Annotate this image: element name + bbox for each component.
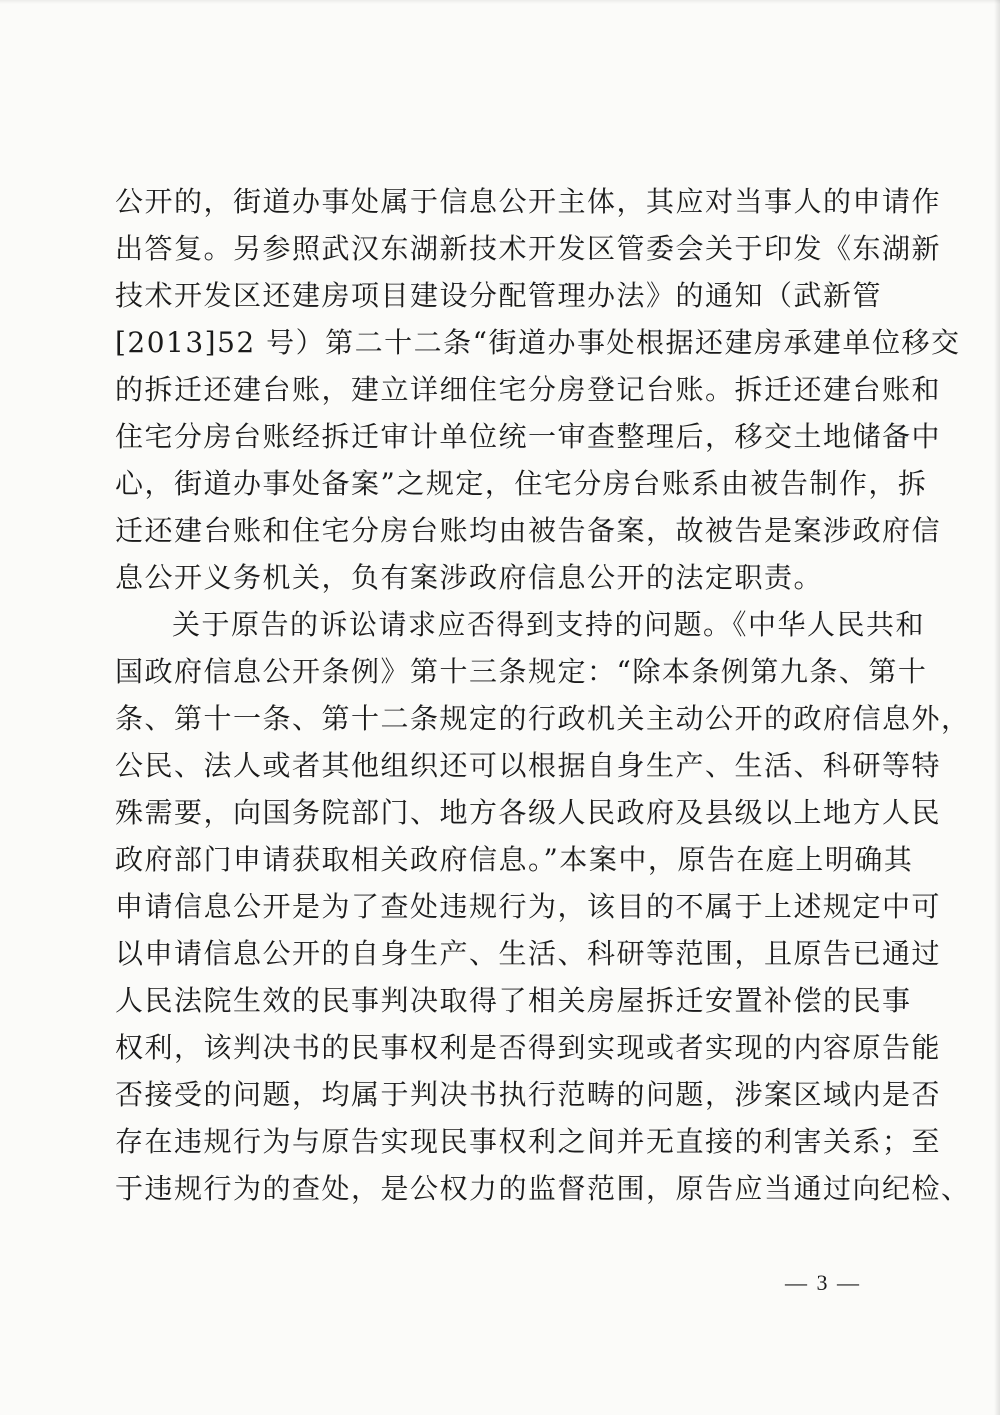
text-line-1: 公开的，街道办事处属于信息公开主体，其应对当事人的申请作 (115, 185, 942, 218)
text-line-13: 公民、法人或者其他组织还可以根据自身生产、生活、科研等特 (115, 749, 942, 782)
scan-edge-right (994, 0, 1000, 1415)
text-line-21: 存在违规行为与原告实现民事权利之间并无直接的利害关系；至 (115, 1125, 942, 1158)
text-line-8: 迁还建台账和住宅分房台账均由被告备案，故被告是案涉政府信 (115, 514, 942, 547)
text-line-16: 申请信息公开是为了查处违规行为，该目的不属于上述规定中可 (115, 890, 942, 923)
text-line-14: 殊需要，向国务院部门、地方各级人民政府及县级以上地方人民 (115, 796, 942, 829)
text-line-4: [2013]52 号）第二十二条“街道办事处根据还建房承建单位移交 (115, 326, 961, 359)
scan-edge-top (0, 0, 1000, 4)
text-line-15: 政府部门申请获取相关政府信息。”本案中，原告在庭上明确其 (115, 843, 914, 876)
text-line-7: 心，街道办事处备案”之规定，住宅分房台账系由被告制作，拆 (115, 467, 928, 500)
body-text (115, 178, 971, 1212)
text-line-10: 关于原告的诉讼请求应否得到支持的问题。《中华人民共和 (172, 608, 926, 641)
text-line-20: 否接受的问题，均属于判决书执行范畴的问题，涉案区域内是否 (115, 1078, 942, 1111)
text-line-9: 息公开义务机关，负有案涉政府信息公开的法定职责。 (115, 561, 824, 594)
text-line-3: 技术开发区还建房项目建设分配管理办法》的通知（武新管 (115, 279, 883, 312)
page-number: — 3 — (785, 1270, 861, 1295)
text-line-5: 的拆迁还建台账，建立详细住宅分房登记台账。拆迁还建台账和 (115, 373, 942, 406)
text-line-6: 住宅分房台账经拆迁审计单位统一审查整理后，移交土地储备中 (115, 420, 942, 453)
text-line-2: 出答复。另参照武汉东湖新技术开发区管委会关于印发《东湖新 (115, 232, 942, 265)
text-line-18: 人民法院生效的民事判决取得了相关房屋拆迁安置补偿的民事 (115, 984, 912, 1017)
text-line-17: 以申请信息公开的自身生产、生活、科研等范围，且原告已通过 (115, 937, 942, 970)
text-line-19: 权利，该判决书的民事权利是否得到实现或者实现的内容原告能 (115, 1031, 942, 1064)
text-line-22: 于违规行为的查处，是公权力的监督范围，原告应当通过向纪检、 (115, 1172, 971, 1205)
text-line-12: 条、第十一条、第十二条规定的行政机关主动公开的政府信息外， (115, 702, 971, 735)
text-line-11: 国政府信息公开条例》第十三条规定：“除本条例第九条、第十 (115, 655, 928, 688)
